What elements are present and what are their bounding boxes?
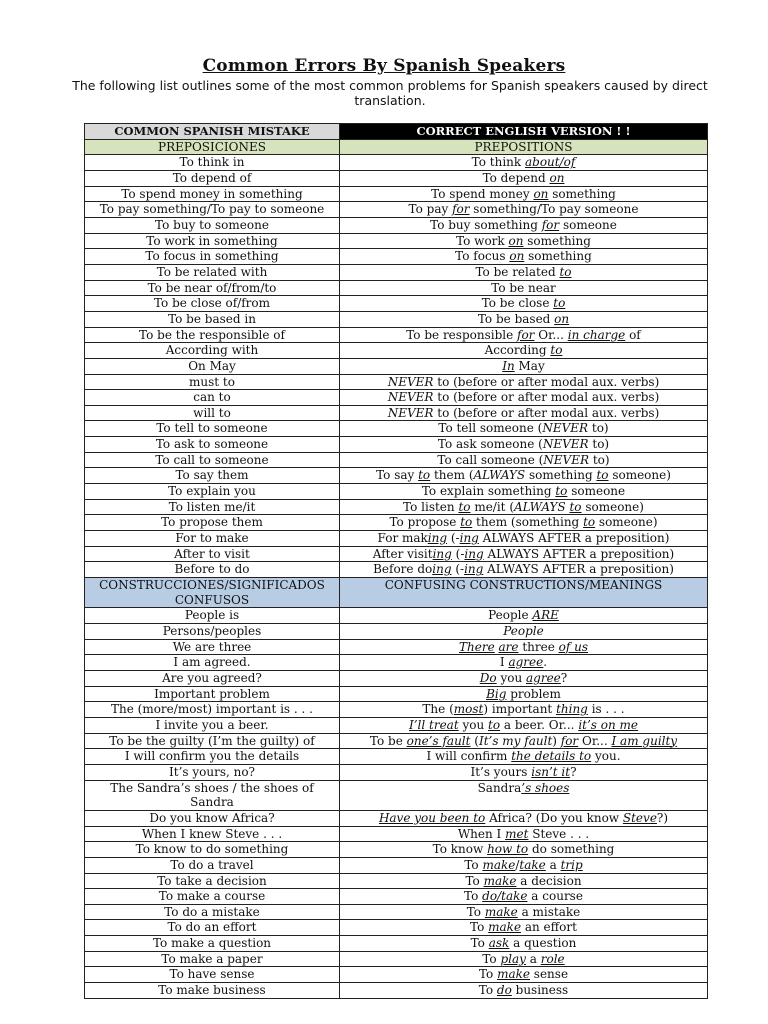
table-header-row — [85, 124, 708, 140]
correct-english-cell: NEVER to (before or after modal aux. verbs) — [340, 405, 708, 421]
section-title-english: PREPOSITIONS — [340, 139, 708, 155]
correct-english-cell: When I met Steve . . . — [340, 826, 708, 842]
correct-english-cell: To be responsible for Or... in charge of — [340, 327, 708, 343]
table-row — [85, 374, 708, 390]
spanish-mistake-cell: To be close of/from — [85, 296, 340, 312]
table-row — [85, 390, 708, 406]
spanish-mistake-cell: To depend of — [85, 170, 340, 186]
table-row — [85, 686, 708, 702]
table-row — [85, 264, 708, 280]
spanish-mistake-cell: To be related with — [85, 264, 340, 280]
table-row — [85, 624, 708, 640]
section-title-english: CONFUSING CONSTRUCTIONS/MEANINGS — [340, 578, 708, 608]
table-row — [85, 531, 708, 547]
table-row — [85, 186, 708, 202]
table-row — [85, 155, 708, 171]
table-row — [85, 452, 708, 468]
spanish-mistake-cell: To work in something — [85, 233, 340, 249]
table-row — [85, 904, 708, 920]
correct-english-cell: To ask a question — [340, 936, 708, 952]
correct-english-cell: Sandra’s shoes — [340, 780, 708, 810]
correct-english-cell: To do/take a course — [340, 889, 708, 905]
spanish-mistake-cell: When I knew Steve . . . — [85, 826, 340, 842]
correct-english-cell: To say to them (ALWAYS something to someone) — [340, 468, 708, 484]
spanish-mistake-cell: To pay something/To pay to someone — [85, 202, 340, 218]
correct-english-cell: To depend on — [340, 170, 708, 186]
table-row — [85, 296, 708, 312]
correct-english-cell: To tell someone (NEVER to) — [340, 421, 708, 437]
spanish-mistake-cell: To call to someone — [85, 452, 340, 468]
spanish-mistake-cell: The Sandra’s shoes / the shoes of Sandra — [85, 780, 340, 810]
spanish-mistake-cell: Important problem — [85, 686, 340, 702]
spanish-mistake-cell: To spend money in something — [85, 186, 340, 202]
table-row — [85, 920, 708, 936]
spanish-mistake-cell: To be based in — [85, 311, 340, 327]
table-row — [85, 484, 708, 500]
correct-english-cell: To buy something for someone — [340, 217, 708, 233]
spanish-mistake-cell: To think in — [85, 155, 340, 171]
table-row — [85, 702, 708, 718]
spanish-mistake-cell: To make business — [85, 983, 340, 999]
table-row — [85, 749, 708, 765]
correct-english-cell: To be related to — [340, 264, 708, 280]
spanish-mistake-cell: To propose them — [85, 515, 340, 531]
spanish-mistake-cell: To ask to someone — [85, 437, 340, 453]
spanish-mistake-cell: I will confirm you the details — [85, 749, 340, 765]
table-row — [85, 405, 708, 421]
table-row — [85, 170, 708, 186]
table-row — [85, 639, 708, 655]
correct-english-cell: To be near — [340, 280, 708, 296]
spanish-mistake-cell: Persons/peoples — [85, 624, 340, 640]
document-intro: The following list outlines some of the most common problems for Spanish speakers caused by direct translation. — [72, 78, 708, 108]
table-row — [85, 468, 708, 484]
table-row — [85, 437, 708, 453]
correct-english-cell: According to — [340, 343, 708, 359]
correct-english-cell: To make/take a trip — [340, 857, 708, 873]
table-row — [85, 717, 708, 733]
section-title-spanish: CONSTRUCCIONES/SIGNIFICADOS CONFUSOS — [85, 578, 340, 608]
table-row — [85, 327, 708, 343]
correct-english-cell: People — [340, 624, 708, 640]
spanish-mistake-cell: To tell to someone — [85, 421, 340, 437]
correct-english-cell: To pay for something/To pay someone — [340, 202, 708, 218]
spanish-mistake-cell: According with — [85, 343, 340, 359]
correct-english-cell: The (most) important thing is . . . — [340, 702, 708, 718]
correct-english-cell: NEVER to (before or after modal aux. verbs) — [340, 374, 708, 390]
table-row — [85, 733, 708, 749]
spanish-mistake-cell: To be the guilty (I’m the guilty) of — [85, 733, 340, 749]
spanish-mistake-cell: To make a paper — [85, 951, 340, 967]
correct-english-cell: To be based on — [340, 311, 708, 327]
correct-english-cell: To make an effort — [340, 920, 708, 936]
table-row — [85, 983, 708, 999]
spanish-mistake-cell: To explain you — [85, 484, 340, 500]
spanish-mistake-cell: must to — [85, 374, 340, 390]
spanish-mistake-cell: To make a course — [85, 889, 340, 905]
errors-table — [84, 123, 708, 999]
correct-english-cell: To focus on something — [340, 249, 708, 265]
spanish-mistake-cell: To focus in something — [85, 249, 340, 265]
correct-english-cell: To think about/of — [340, 155, 708, 171]
table-row — [85, 936, 708, 952]
correct-english-cell: I will confirm the details to you. — [340, 749, 708, 765]
correct-english-cell: To spend money on something — [340, 186, 708, 202]
correct-english-cell: To play a role — [340, 951, 708, 967]
spanish-mistake-cell: To listen me/it — [85, 499, 340, 515]
correct-english-cell: There are three of us — [340, 639, 708, 655]
spanish-mistake-cell: will to — [85, 405, 340, 421]
table-row — [85, 280, 708, 296]
spanish-mistake-cell: We are three — [85, 639, 340, 655]
correct-english-cell: After visiting (-ing ALWAYS AFTER a preposition) — [340, 546, 708, 562]
correct-english-cell: It’s yours isn’t it? — [340, 764, 708, 780]
correct-english-cell: Do you agree? — [340, 670, 708, 686]
table-row — [85, 810, 708, 826]
spanish-mistake-cell: I am agreed. — [85, 655, 340, 671]
section-title-spanish: PREPOSICIONES — [85, 139, 340, 155]
spanish-mistake-cell: To buy to someone — [85, 217, 340, 233]
spanish-mistake-cell: I invite you a beer. — [85, 717, 340, 733]
spanish-mistake-cell: To make a question — [85, 936, 340, 952]
errors-table-body — [85, 124, 708, 999]
table-row — [85, 967, 708, 983]
table-row — [85, 358, 708, 374]
table-row — [85, 202, 708, 218]
correct-english-cell: To ask someone (NEVER to) — [340, 437, 708, 453]
spanish-mistake-cell: To be near of/from/to — [85, 280, 340, 296]
table-row — [85, 655, 708, 671]
table-row — [85, 873, 708, 889]
correct-english-cell: To propose to them (something to someone) — [340, 515, 708, 531]
header-spanish-mistake: COMMON SPANISH MISTAKE — [85, 124, 340, 140]
spanish-mistake-cell: For to make — [85, 531, 340, 547]
spanish-mistake-cell: To do an effort — [85, 920, 340, 936]
table-row — [85, 857, 708, 873]
table-row — [85, 311, 708, 327]
table-row — [85, 764, 708, 780]
spanish-mistake-cell: People is — [85, 608, 340, 624]
correct-english-cell: Big problem — [340, 686, 708, 702]
table-row — [85, 842, 708, 858]
correct-english-cell: I agree. — [340, 655, 708, 671]
correct-english-cell: To work on something — [340, 233, 708, 249]
table-row — [85, 546, 708, 562]
table-row — [85, 562, 708, 578]
table-row — [85, 249, 708, 265]
correct-english-cell: NEVER to (before or after modal aux. verbs) — [340, 390, 708, 406]
table-row — [85, 421, 708, 437]
table-row — [85, 780, 708, 810]
correct-english-cell: In May — [340, 358, 708, 374]
correct-english-cell: Before doing (-ing ALWAYS AFTER a preposition) — [340, 562, 708, 578]
spanish-mistake-cell: To have sense — [85, 967, 340, 983]
table-row — [85, 608, 708, 624]
table-row — [85, 889, 708, 905]
spanish-mistake-cell: To say them — [85, 468, 340, 484]
correct-english-cell: To explain something to someone — [340, 484, 708, 500]
spanish-mistake-cell: It’s yours, no? — [85, 764, 340, 780]
spanish-mistake-cell: To do a travel — [85, 857, 340, 873]
correct-english-cell: To make sense — [340, 967, 708, 983]
spanish-mistake-cell: Are you agreed? — [85, 670, 340, 686]
section-header-row — [85, 578, 708, 608]
spanish-mistake-cell: Do you know Africa? — [85, 810, 340, 826]
table-row — [85, 343, 708, 359]
section-header-row — [85, 139, 708, 155]
document-title: Common Errors By Spanish Speakers — [202, 56, 566, 76]
correct-english-cell: To listen to me/it (ALWAYS to someone) — [340, 499, 708, 515]
table-row — [85, 515, 708, 531]
spanish-mistake-cell: To know to do something — [85, 842, 340, 858]
spanish-mistake-cell: The (more/most) important is . . . — [85, 702, 340, 718]
correct-english-cell: To make a decision — [340, 873, 708, 889]
spanish-mistake-cell: can to — [85, 390, 340, 406]
correct-english-cell: To call someone (NEVER to) — [340, 452, 708, 468]
table-row — [85, 233, 708, 249]
spanish-mistake-cell: Before to do — [85, 562, 340, 578]
correct-english-cell: Have you been to Africa? (Do you know Steve?) — [340, 810, 708, 826]
correct-english-cell: For making (-ing ALWAYS AFTER a preposition) — [340, 531, 708, 547]
correct-english-cell: To be one’s fault (It’s my fault) for Or... I am guilty — [340, 733, 708, 749]
spanish-mistake-cell: After to visit — [85, 546, 340, 562]
table-row — [85, 670, 708, 686]
spanish-mistake-cell: On May — [85, 358, 340, 374]
spanish-mistake-cell: To be the responsible of — [85, 327, 340, 343]
correct-english-cell: To know how to do something — [340, 842, 708, 858]
correct-english-cell: People ARE — [340, 608, 708, 624]
header-correct-english: CORRECT ENGLISH VERSION ! ! — [340, 124, 708, 140]
spanish-mistake-cell: To do a mistake — [85, 904, 340, 920]
table-row — [85, 217, 708, 233]
correct-english-cell: I’ll treat you to a beer. Or... it’s on me — [340, 717, 708, 733]
correct-english-cell: To do business — [340, 983, 708, 999]
spanish-mistake-cell: To take a decision — [85, 873, 340, 889]
correct-english-cell: To make a mistake — [340, 904, 708, 920]
table-row — [85, 951, 708, 967]
correct-english-cell: To be close to — [340, 296, 708, 312]
table-row — [85, 826, 708, 842]
table-row — [85, 499, 708, 515]
